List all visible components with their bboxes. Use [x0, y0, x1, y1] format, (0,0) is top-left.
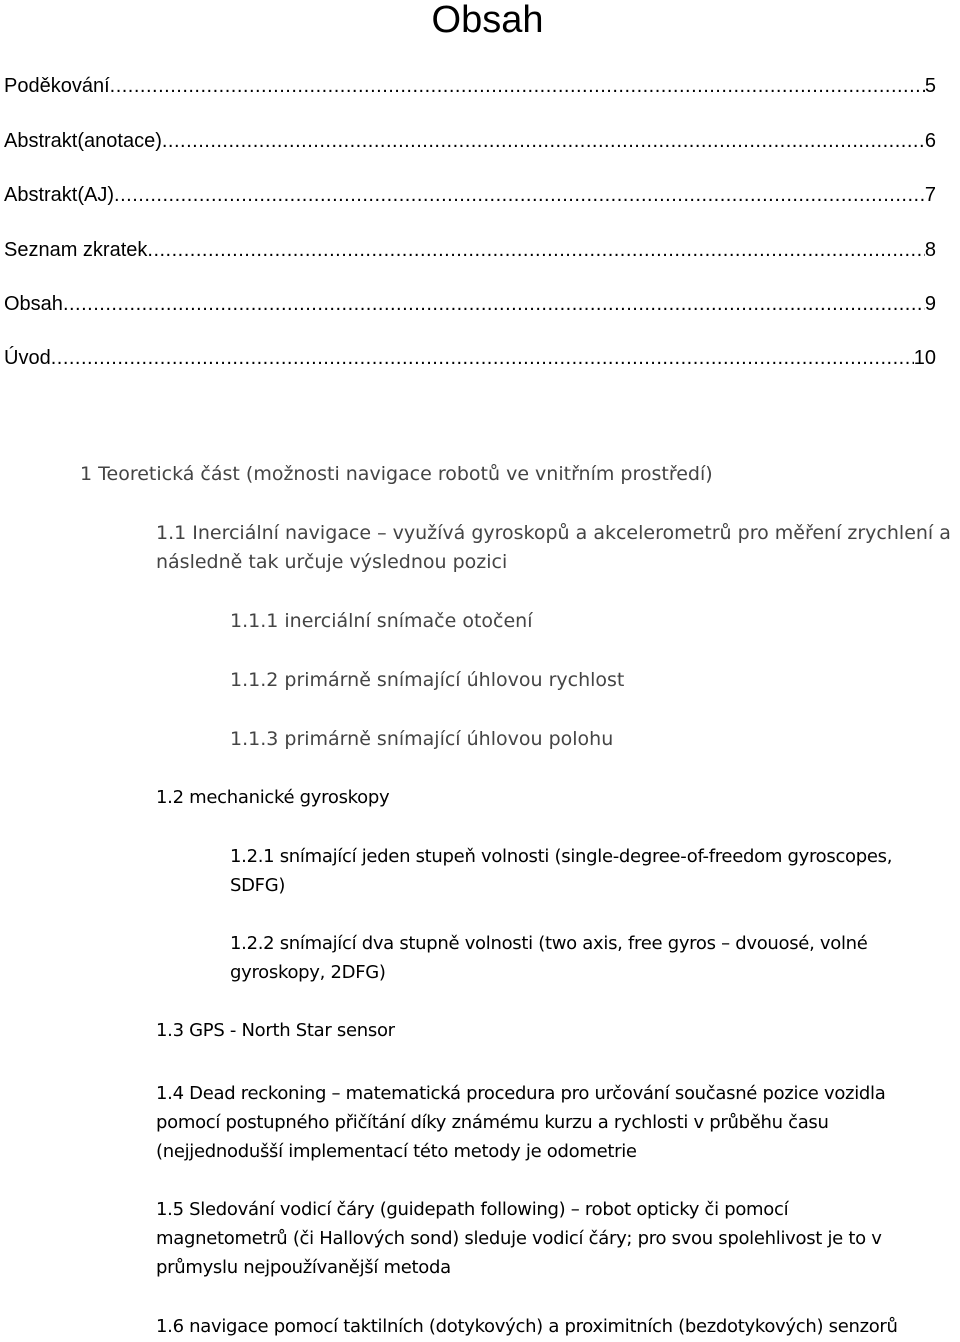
toc-entry-page: 5: [924, 75, 936, 97]
toc-dot-leader: [63, 291, 925, 317]
subsection-line: 1.1 Inerciální navigace – využívá gyroskopů a akcelerometrů pro měření zrychlení a: [156, 522, 951, 544]
toc-entry: [4, 73, 936, 99]
subsection-heading: 1.2 mechanické gyroskopy: [156, 787, 390, 808]
subsubsection-heading: 1.1.3 primárně snímající úhlovou polohu: [230, 728, 614, 750]
subsection-heading: [156, 1195, 956, 1282]
toc-dot-leader: [110, 73, 925, 99]
toc-entry: [4, 128, 936, 154]
toc-dot-leader: [51, 345, 914, 371]
toc-entry-label: Poděkování: [4, 75, 110, 97]
section-heading: 1 Teoretická část (možnosti navigace robotů ve vnitřním prostředí): [80, 463, 713, 485]
toc-dot-leader: [162, 128, 925, 154]
subsection-line: následně tak určuje výslednou pozici: [156, 551, 508, 573]
subsubsection-heading: 1.1.2 primárně snímající úhlovou rychlost: [230, 669, 625, 691]
item-line: 1.5 Sledování vodicí čáry (guidepath following) – robot opticky či pomocí: [156, 1199, 789, 1220]
toc-entry-page: 8: [924, 239, 936, 261]
toc-entry: [4, 237, 936, 263]
subsubsection-heading: [230, 842, 958, 900]
item-line: (nejjednodušší implementací této metody je odometrie: [156, 1141, 637, 1162]
item-line: 1.2.2 snímající dva stupně volnosti (two axis, free gyros – dvouosé, volné: [230, 933, 868, 954]
item-line: pomocí postupného přičítání díky známému kurzu a rychlosti v průběhu času: [156, 1112, 829, 1133]
toc-entry-page: 6: [924, 130, 936, 152]
page-title: Obsah: [431, 0, 544, 41]
toc-entry-label: Seznam zkratek: [4, 239, 148, 261]
toc-dot-leader: [114, 182, 925, 208]
toc-entry-label: Úvod: [4, 347, 51, 369]
toc-entry-label: Abstrakt(AJ): [4, 184, 115, 206]
subsection-heading: 1.3 GPS - North Star sensor: [156, 1020, 395, 1041]
toc-entry: [4, 182, 936, 208]
toc-entry-page: 10: [913, 347, 936, 369]
item-line: 1.2.1 snímající jeden stupeň volnosti (single-degree-of-freedom gyroscopes,: [230, 846, 893, 867]
subsection-heading: 1.6 navigace pomocí taktilních (dotykových) a proximitních (bezdotykových) senzorů: [156, 1316, 898, 1337]
subsubsection-heading: 1.1.1 inerciální snímače otočení: [230, 610, 533, 632]
toc-entry-page: 9: [924, 293, 936, 315]
subsection-heading: [156, 1079, 956, 1166]
item-line: průmyslu nejpoužívanější metoda: [156, 1257, 451, 1278]
toc-dot-leader: [147, 237, 924, 263]
item-line: SDFG): [230, 875, 286, 896]
toc-entry-page: 7: [924, 184, 936, 206]
toc-entry: [4, 291, 936, 317]
subsubsection-heading: [230, 929, 958, 987]
toc-entry-label: Obsah: [4, 293, 63, 315]
subsection-heading: [156, 519, 951, 577]
toc-entry-label: Abstrakt(anotace): [4, 130, 162, 152]
item-line: gyroskopy, 2DFG): [230, 962, 386, 983]
item-line: magnetometrů (či Hallových sond) sleduje vodicí čáry; pro svou spolehlivost je to v: [156, 1228, 882, 1249]
toc-entry: [4, 345, 936, 371]
item-line: 1.4 Dead reckoning – matematická procedura pro určování současné pozice vozidla: [156, 1083, 886, 1104]
